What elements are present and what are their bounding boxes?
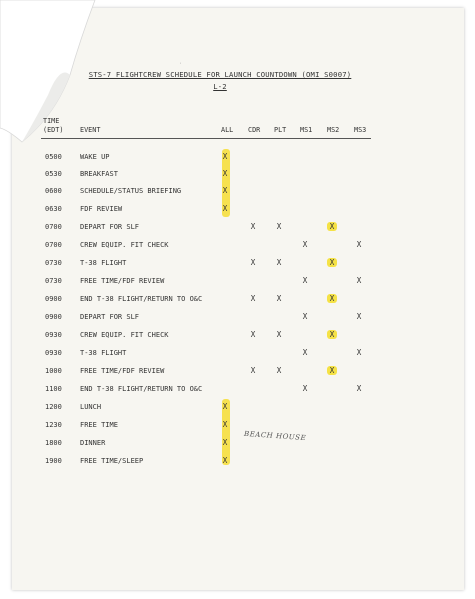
- row-time: 1100: [45, 385, 62, 393]
- schedule-row: [0, 259, 475, 271]
- mark-ms2: X: [327, 258, 337, 267]
- schedule-row: [0, 277, 475, 289]
- column-header-cdr: CDR: [248, 126, 261, 134]
- schedule-row: [0, 349, 475, 361]
- row-time: 0700: [45, 223, 62, 231]
- handwritten-note: BEACH HOUSE: [243, 429, 307, 443]
- column-header-ms3: MS3: [354, 126, 367, 134]
- mark-all: X: [222, 169, 228, 178]
- mark-ms3: X: [356, 312, 362, 321]
- row-event: SCHEDULE/STATUS BRIEFING: [80, 187, 182, 195]
- mark-all: X: [222, 204, 228, 213]
- mark-cdr: X: [250, 222, 256, 231]
- mark-all: X: [222, 456, 228, 465]
- mark-cdr: X: [250, 294, 256, 303]
- schedule-row: [0, 241, 475, 253]
- mark-plt: X: [276, 330, 282, 339]
- row-time: 1800: [45, 439, 62, 447]
- mark-ms2: X: [327, 366, 337, 375]
- row-event: CREW EQUIP. FIT CHECK: [80, 241, 169, 249]
- row-time: 0730: [45, 277, 62, 285]
- row-event: DINNER: [80, 439, 106, 447]
- row-event: LUNCH: [80, 403, 102, 411]
- row-event: DEPART FOR SLF: [80, 223, 140, 231]
- mark-all: X: [222, 420, 228, 429]
- schedule-row: [0, 153, 475, 165]
- schedule-row: [0, 313, 475, 325]
- column-header-ms1: MS1: [300, 126, 313, 134]
- row-time: 0930: [45, 331, 62, 339]
- row-event: T-38 FLIGHT: [80, 349, 127, 357]
- column-header-time-unit: (EDT): [43, 126, 64, 134]
- column-header-ms2: MS2: [327, 126, 340, 134]
- row-time: 0900: [45, 295, 62, 303]
- row-event: END T-38 FLIGHT/RETURN TO O&C: [80, 295, 203, 303]
- mark-all: X: [222, 186, 228, 195]
- row-time: 0900: [45, 313, 62, 321]
- mark-ms3: X: [356, 348, 362, 357]
- schedule-row: [0, 170, 475, 182]
- schedule-row: [0, 187, 475, 199]
- row-event: CREW EQUIP. FIT CHECK: [80, 331, 169, 339]
- row-time: 1000: [45, 367, 62, 375]
- row-event: FREE TIME/FDF REVIEW: [80, 277, 165, 285]
- schedule-row: [0, 457, 475, 469]
- row-time: 1200: [45, 403, 62, 411]
- row-time: 0630: [45, 205, 62, 213]
- schedule-row: [0, 367, 475, 379]
- row-time: 0600: [45, 187, 62, 195]
- paper-speck: ·: [179, 61, 183, 67]
- column-header-event: EVENT: [80, 126, 101, 134]
- row-event: DEPART FOR SLF: [80, 313, 140, 321]
- row-time: 0730: [45, 259, 62, 267]
- header-rule: [41, 138, 371, 139]
- mark-ms3: X: [356, 276, 362, 285]
- mark-plt: X: [276, 366, 282, 375]
- row-time: 1900: [45, 457, 62, 465]
- mark-ms3: X: [356, 240, 362, 249]
- schedule-row: [0, 223, 475, 235]
- row-event: FREE TIME: [80, 421, 118, 429]
- row-event: END T-38 FLIGHT/RETURN TO O&C: [80, 385, 203, 393]
- column-header-time: TIME: [43, 117, 60, 125]
- row-time: 0500: [45, 153, 62, 161]
- schedule-row: [0, 331, 475, 343]
- mark-plt: X: [276, 222, 282, 231]
- mark-ms1: X: [302, 276, 308, 285]
- row-event: BREAKFAST: [80, 170, 118, 178]
- row-event: WAKE UP: [80, 153, 110, 161]
- mark-cdr: X: [250, 330, 256, 339]
- row-time: 1230: [45, 421, 62, 429]
- row-event: T-38 FLIGHT: [80, 259, 127, 267]
- mark-all: X: [222, 152, 228, 161]
- schedule-row: [0, 403, 475, 415]
- schedule-row: [0, 439, 475, 451]
- column-header-plt: PLT: [274, 126, 287, 134]
- mark-ms2: X: [327, 222, 337, 231]
- mark-cdr: X: [250, 258, 256, 267]
- mark-all: X: [222, 438, 228, 447]
- row-event: FDF REVIEW: [80, 205, 123, 213]
- mark-ms2: X: [327, 294, 337, 303]
- mark-ms1: X: [302, 384, 308, 393]
- mark-ms1: X: [302, 312, 308, 321]
- mark-ms1: X: [302, 240, 308, 249]
- mark-all: X: [222, 402, 228, 411]
- document-title: [60, 70, 380, 91]
- mark-cdr: X: [250, 366, 256, 375]
- mark-ms1: X: [302, 348, 308, 357]
- row-event: FREE TIME/SLEEP: [80, 457, 144, 465]
- mark-ms2: X: [327, 330, 337, 339]
- schedule-row: [0, 295, 475, 307]
- title-line-1: STS-7 FLIGHTCREW SCHEDULE FOR LAUNCH COUNTDOWN (OMI S0007): [88, 70, 352, 79]
- row-time: 0930: [45, 349, 62, 357]
- schedule-row: [0, 205, 475, 217]
- mark-plt: X: [276, 294, 282, 303]
- schedule-row: [0, 421, 475, 433]
- schedule-row: [0, 385, 475, 397]
- mark-plt: X: [276, 258, 282, 267]
- row-time: 0700: [45, 241, 62, 249]
- column-header-all: ALL: [221, 126, 234, 134]
- row-time: 0530: [45, 170, 62, 178]
- mark-ms3: X: [356, 384, 362, 393]
- row-event: FREE TIME/FDF REVIEW: [80, 367, 165, 375]
- title-line-2: L-2: [213, 82, 227, 91]
